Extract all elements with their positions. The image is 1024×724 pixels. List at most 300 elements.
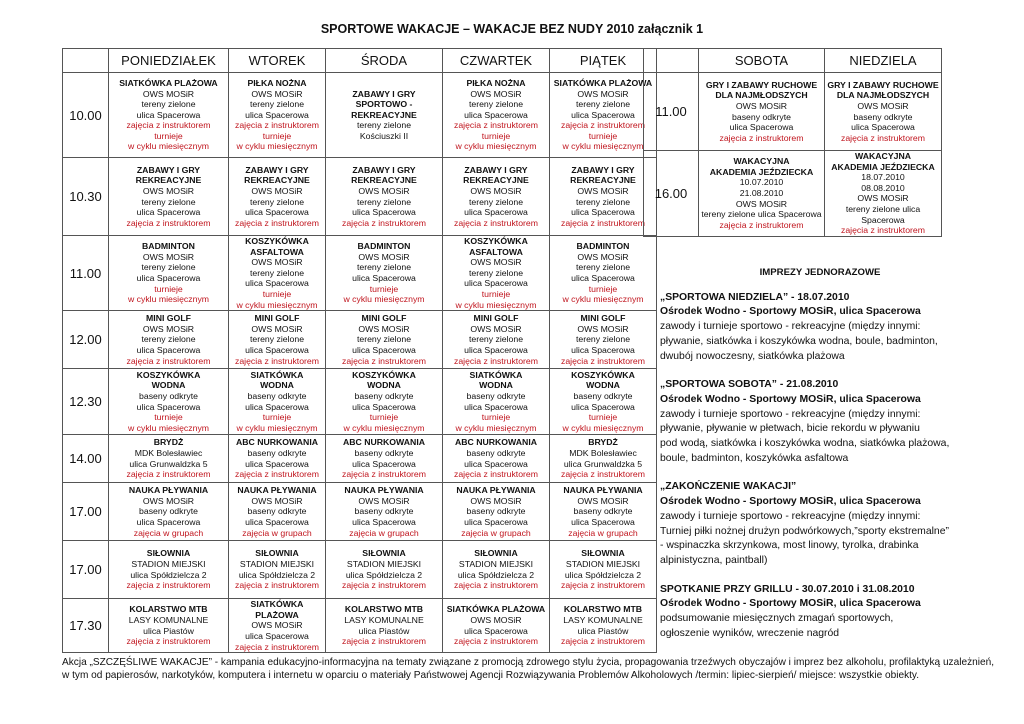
activity-cell [109, 485, 228, 538]
activity-detail: ulica Spacerowa [464, 278, 528, 289]
activity-detail: STADION MIEJSKI [131, 559, 206, 570]
activity-note: zajęcia z instruktorem [126, 469, 211, 480]
activity-cell [326, 604, 442, 646]
activity-detail: tereny zielone [141, 262, 196, 273]
activity-name: NAUKA PŁYWANIA [237, 485, 317, 496]
schedule-cell [229, 599, 326, 653]
activity-cell [109, 165, 228, 229]
activity-detail: tereny zielone [468, 196, 524, 207]
schedule-row [63, 435, 657, 483]
day-header: PIĄTEK [550, 49, 657, 73]
activity-cell [825, 151, 941, 236]
schedule-cell [229, 435, 326, 483]
activity-name: KOSZYKÓWKA [464, 236, 528, 246]
activity-name: PIŁKA NOŻNA [247, 77, 307, 88]
activity-note: zajęcia z instruktorem [719, 132, 804, 143]
schedule-cell [326, 541, 443, 599]
activity-detail: ulica Spacerowa [464, 207, 528, 218]
activity-detail: ulica Piastów [577, 625, 629, 636]
activity-cell [109, 78, 228, 152]
weekend-header-row [644, 49, 942, 73]
event-description-line: Turniej piłki nożnej drużyn podwórkowych,”sporty ekstremalne” [660, 525, 949, 537]
schedule-cell [109, 483, 229, 541]
activity-detail: baseny odkryte [247, 391, 307, 402]
activity-note: w cyklu miesięcznym [455, 141, 537, 152]
activity-name: BADMINTON [142, 241, 195, 252]
activity-detail: ulica Spacerowa [136, 207, 201, 218]
activity-name: REKREACYJNE [570, 175, 636, 186]
schedule-cell [550, 236, 657, 311]
activity-detail: ulica Spacerowa [245, 458, 309, 469]
activity-detail: OWS MOSiR [857, 100, 909, 111]
activity-detail: OWS MOSiR [470, 615, 522, 626]
schedule-cell [550, 158, 657, 236]
schedule-cell [229, 158, 326, 236]
activity-note: w cyklu miesięcznym [455, 299, 537, 310]
schedule-cell [229, 483, 326, 541]
schedule-cell [443, 73, 550, 158]
schedule-cell [443, 158, 550, 236]
event-description-line: pływanie, pływanie w płetwach, bicie rekordu w pływaniu [660, 423, 920, 435]
activity-note: zajęcia z instruktorem [234, 120, 319, 131]
activity-name: ZABAWY I GRY [464, 164, 528, 175]
schedule-cell [109, 435, 229, 483]
time-cell: 11.00 [644, 73, 699, 151]
event-place: Ośrodek Wodno - Sportowy MOSiR, ulica Spacerowa [660, 598, 921, 610]
schedule-row [63, 599, 657, 653]
activity-detail: tereny zielone [249, 267, 305, 278]
activity-detail: OWS MOSiR [142, 88, 195, 99]
activity-detail: ulica Spacerowa [464, 401, 528, 412]
activity-cell [326, 370, 442, 434]
activity-note: w cyklu miesięcznym [562, 141, 644, 152]
activity-detail: OWS MOSiR [251, 88, 303, 99]
activity-cell [229, 236, 325, 310]
day-header: NIEDZIELA [825, 49, 942, 73]
activity-detail: tereny zielone [249, 99, 305, 110]
activity-detail: ulica Spacerowa [464, 109, 528, 120]
activity-detail: OWS MOSiR [470, 185, 522, 196]
activity-note: turnieje [154, 412, 183, 423]
schedule-cell [229, 369, 326, 435]
activity-detail: OWS MOSiR [251, 495, 303, 506]
activity-name: KOSZYKÓWKA [245, 236, 309, 246]
activity-note: zajęcia z instruktorem [453, 120, 538, 131]
activity-name: MINI GOLF [580, 313, 626, 324]
time-cell: 10.00 [63, 73, 109, 158]
activity-detail: OWS MOSiR [358, 185, 410, 196]
activity-name: MINI GOLF [361, 313, 407, 324]
activity-detail: ulica Grunwaldzka 5 [129, 458, 208, 469]
activity-detail: tereny zielone [575, 334, 631, 345]
activity-cell [443, 313, 549, 366]
activity-cell [229, 370, 325, 434]
schedule-cell [229, 73, 326, 158]
activity-detail: STADION MIEJSKI [346, 559, 422, 570]
activity-detail: OWS MOSiR [358, 495, 410, 506]
activity-note: w cyklu miesięcznym [127, 141, 210, 152]
activity-detail: OWS MOSiR [251, 620, 303, 631]
activity-detail: ulica Spacerowa [352, 273, 416, 284]
schedule-cell [443, 369, 550, 435]
weekend-cell [825, 151, 942, 237]
activity-note: zajęcia z instruktorem [341, 580, 426, 591]
activity-name: WODNA [260, 380, 294, 391]
activity-detail: baseny odkryte [247, 448, 307, 459]
activity-cell [443, 485, 549, 538]
day-header: CZWARTEK [443, 49, 550, 73]
activity-note: w cyklu miesięcznym [236, 141, 318, 152]
activity-name: KOSZYKÓWKA [136, 369, 201, 380]
activity-cell [443, 548, 549, 590]
document-title: SPORTOWE WAKACJE – WAKACJE BEZ NUDY 2010 załącznik 1 [320, 22, 704, 36]
activity-detail: STADION MIEJSKI [458, 559, 534, 570]
event-block [660, 291, 980, 365]
activity-note: zajęcia z instruktorem [341, 355, 426, 366]
one-time-events [660, 266, 980, 655]
time-cell: 17.30 [63, 599, 109, 653]
schedule-cell [443, 483, 550, 541]
activity-note: zajęcia z instruktorem [234, 641, 319, 652]
activity-note: zajęcia z instruktorem [126, 355, 211, 366]
schedule-cell [229, 541, 326, 599]
event-description-line: ogłoszenie wyników, wreczenie nagród [660, 627, 840, 639]
activity-cell [229, 599, 325, 652]
activity-detail: tereny zielone [141, 196, 196, 207]
activity-cell [109, 548, 228, 590]
activity-name: AKADEMIA JEŹDZIECKA [709, 166, 814, 177]
activity-detail: tereny zielone [575, 262, 631, 273]
activity-name: SIŁOWNIA [146, 548, 191, 559]
event-place: Ośrodek Wodno - Sportowy MOSiR, ulica Spacerowa [660, 393, 921, 405]
activity-name: SIATKÓWKA PLAŻOWA [446, 604, 546, 615]
activity-detail: ulica Spacerowa [571, 273, 635, 284]
footer-line: Akcja „SZCZĘŚLIWE WAKACJE” - kampania edukacyjno-informacyjna na tematy związane z promocją zdrowego stylu życia, propagowania trzeźwych obyczajów i imprez bez alkoholu, profilaktyką uzależnień, [62, 657, 995, 668]
activity-name: REKREACYJNE [351, 175, 417, 186]
activity-detail: ulica Spacerowa [245, 516, 309, 527]
schedule-cell [229, 311, 326, 369]
activity-cell [326, 313, 442, 366]
activity-name: WODNA [367, 380, 401, 391]
schedule-cell [109, 369, 229, 435]
activity-detail: baseny odkryte [853, 111, 913, 122]
event-place: Ośrodek Wodno - Sportowy MOSiR, ulica Spacerowa [660, 306, 921, 318]
activity-detail: 10.07.2010 [739, 177, 784, 188]
activity-detail: OWS MOSiR [470, 323, 522, 334]
activity-detail: tereny zielone [575, 196, 631, 207]
schedule-cell [109, 311, 229, 369]
activity-detail: OWS MOSiR [577, 251, 629, 262]
activity-detail: ulica Spółdzielcza 2 [564, 569, 642, 580]
activity-detail: OWS MOSiR [470, 88, 522, 99]
activity-cell [443, 78, 549, 152]
activity-name: SIATKÓWKA [469, 369, 523, 380]
activity-detail: OWS MOSiR [142, 323, 195, 334]
activity-detail: OWS MOSiR [251, 257, 303, 268]
activity-name: DLA NAJMŁODSZYCH [715, 90, 808, 101]
schedule-row [63, 158, 657, 236]
event-description-line: zawody i turnieje sportowo - rekreacyjne (między innymi: [660, 321, 921, 333]
activity-detail: OWS MOSiR [358, 323, 410, 334]
activity-detail: tereny zielone ulica Spacerowa [845, 203, 921, 225]
activity-detail: ulica Spacerowa [571, 516, 635, 527]
event-description-line: dwubój nowoczesny, siatkówka plażowa [660, 350, 845, 362]
activity-name: WAKACYJNA [855, 151, 911, 161]
activity-cell [109, 604, 228, 646]
schedule-cell [550, 541, 657, 599]
activity-detail: baseny odkryte [247, 506, 307, 517]
activity-detail: STADION MIEJSKI [239, 559, 315, 570]
schedule-cell [326, 369, 443, 435]
activity-detail: ulica Spacerowa [245, 109, 309, 120]
event-title: „SPORTOWA SOBOTA” - 21.08.2010 [660, 379, 839, 391]
activity-note: turnieje [481, 130, 511, 141]
activity-name: ABC NURKOWANIA [342, 437, 426, 448]
event-block [660, 378, 980, 466]
activity-detail: tereny zielone ulica Spacerowa [701, 209, 822, 220]
activity-cell [326, 437, 442, 479]
activity-cell [326, 165, 442, 229]
schedule-row [63, 73, 657, 158]
activity-note: w cyklu miesięcznym [236, 299, 318, 310]
activity-detail: OWS MOSiR [857, 193, 909, 204]
activity-note: w cyklu miesięcznym [343, 294, 425, 305]
schedule-cell [326, 73, 443, 158]
weekday-schedule-table [62, 48, 657, 653]
activity-note: w cyklu miesięcznym [343, 422, 425, 433]
schedule-row [63, 483, 657, 541]
activity-detail: baseny odkryte [354, 448, 414, 459]
activity-detail: tereny zielone [356, 262, 412, 273]
activity-note: zajęcia w grupach [349, 527, 419, 538]
activity-detail: baseny odkryte [732, 111, 791, 122]
activity-name: ZABAWY I GRY [352, 88, 416, 99]
activity-note: zajęcia w grupach [461, 527, 531, 538]
event-block [660, 480, 980, 568]
activity-detail: ulica Spółdzielcza 2 [345, 569, 423, 580]
schedule-cell [326, 599, 443, 653]
activity-detail: ulica Spacerowa [464, 458, 528, 469]
activity-name: REKREACYJNE [244, 175, 310, 186]
activity-cell [229, 485, 325, 538]
event-description-line: zawody i turnieje sportowo - rekreacyjne (między innymi: [660, 408, 921, 420]
activity-detail: baseny odkryte [354, 391, 414, 402]
activity-name: BADMINTON [357, 241, 411, 252]
activity-cell [109, 313, 228, 366]
schedule-cell [443, 311, 550, 369]
schedule-cell [109, 236, 229, 311]
activity-note: w cyklu miesięcznym [127, 422, 210, 433]
activity-detail: ulica Spacerowa [464, 625, 528, 636]
activity-detail: ulica Spacerowa [464, 344, 528, 355]
time-cell: 10.30 [63, 158, 109, 236]
activity-detail: ulica Spacerowa [851, 122, 915, 133]
schedule-cell [550, 599, 657, 653]
activity-cell [326, 485, 442, 538]
activity-note: w cyklu miesięcznym [562, 294, 644, 305]
activity-name: NAUKA PŁYWANIA [456, 485, 536, 496]
activity-name: ASFALTOWA [469, 246, 523, 257]
activity-detail: OWS MOSiR [735, 198, 788, 209]
activity-name: ASFALTOWA [250, 246, 304, 257]
activity-note: zajęcia z instruktorem [453, 580, 538, 591]
activity-detail: OWS MOSiR [358, 251, 410, 262]
schedule-cell [443, 435, 550, 483]
activity-note: turnieje [369, 412, 399, 423]
activity-note: zajęcia z instruktorem [234, 217, 319, 228]
activity-detail: tereny zielone [141, 334, 196, 345]
activity-detail: OWS MOSiR [251, 323, 303, 334]
schedule-cell [443, 541, 550, 599]
activity-detail: ulica Spacerowa [571, 109, 635, 120]
schedule-cell [326, 435, 443, 483]
activity-name: KOLARSTWO MTB [344, 604, 424, 615]
activity-note: turnieje [588, 130, 618, 141]
time-cell: 11.00 [63, 236, 109, 311]
time-cell: 16.00 [644, 151, 699, 237]
activity-detail: ulica Spacerowa [352, 458, 416, 469]
activity-name: SIŁOWNIA [581, 548, 625, 559]
activity-cell [550, 165, 656, 229]
activity-note: zajęcia z instruktorem [453, 636, 538, 647]
activity-detail: tereny zielone [249, 334, 305, 345]
activity-note: turnieje [154, 283, 183, 294]
activity-name: REKREACYJNE [135, 175, 202, 186]
activity-note: zajęcia z instruktorem [126, 120, 211, 131]
activity-detail: ulica Spacerowa [136, 273, 201, 284]
weekend-cell [825, 73, 942, 151]
activity-detail: MDK Bolesławiec [569, 448, 637, 459]
schedule-cell [443, 599, 550, 653]
activity-detail: ulica Spacerowa [136, 344, 201, 355]
activity-name: MINI GOLF [473, 313, 519, 324]
activity-name: BADMINTON [576, 241, 630, 252]
activity-detail: 08.08.2010 [861, 182, 905, 193]
schedule-cell [326, 311, 443, 369]
activity-note: w cyklu miesięcznym [236, 422, 318, 433]
activity-note: zajęcia z instruktorem [560, 217, 645, 228]
activity-name: ABC NURKOWANIA [454, 437, 538, 448]
activity-note: turnieje [588, 412, 618, 423]
event-title: „SPORTOWA NIEDZIELA” - 18.07.2010 [660, 291, 850, 303]
activity-name: SIŁOWNIA [255, 548, 299, 559]
activity-detail: OWS MOSiR [577, 323, 629, 334]
activity-note: turnieje [262, 130, 292, 141]
activity-detail: ulica Grunwaldzka 5 [563, 458, 643, 469]
schedule-cell [109, 73, 229, 158]
activity-name: ZABAWY I GRY [136, 164, 201, 175]
activity-name: BRYDŻ [588, 437, 618, 448]
activity-detail: OWS MOSiR [251, 185, 303, 196]
activity-detail: ulica Spacerowa [352, 344, 416, 355]
activity-detail: OWS MOSiR [470, 495, 522, 506]
schedule-row [63, 311, 657, 369]
activity-name: WODNA [151, 380, 186, 391]
activity-cell [229, 165, 325, 229]
activity-name: SIATKÓWKA [250, 369, 304, 380]
schedule-cell [326, 483, 443, 541]
activity-cell [550, 78, 656, 152]
activity-note: zajęcia z instruktorem [560, 636, 645, 647]
activity-detail: baseny odkryte [573, 506, 633, 517]
schedule-cell [550, 369, 657, 435]
activity-name: REKREACYJNE [351, 109, 417, 120]
activity-name: REKREACYJNE [463, 175, 529, 186]
activity-detail: baseny odkryte [466, 391, 526, 402]
activity-cell [229, 437, 325, 479]
activity-name: ZABAWY I GRY [352, 164, 416, 175]
activity-detail: baseny odkryte [466, 448, 526, 459]
activity-detail: tereny zielone [249, 196, 305, 207]
schedule-cell [109, 599, 229, 653]
schedule-cell [109, 158, 229, 236]
activity-note: zajęcia z instruktorem [341, 636, 426, 647]
activity-note: w cyklu miesięcznym [562, 422, 644, 433]
activity-name: BRYDŻ [153, 437, 184, 448]
activity-detail: tereny zielone [575, 99, 631, 110]
day-header: SOBOTA [699, 49, 825, 73]
activity-name: SIATKÓWKA PLAŻOWA [553, 77, 653, 88]
activity-detail: tereny zielone [356, 196, 412, 207]
time-cell: 17.00 [63, 541, 109, 599]
event-title: SPOTKANIE PRZY GRILLU - 30.07.2010 i 31.08.2010 [660, 583, 915, 595]
activity-cell [326, 548, 442, 590]
weekend-schedule-table [643, 48, 942, 237]
time-cell: 14.00 [63, 435, 109, 483]
activity-name: KOSZYKÓWKA [571, 369, 635, 380]
activity-detail: STADION MIEJSKI [565, 559, 641, 570]
activity-note: turnieje [481, 412, 511, 423]
activity-name: ABC NURKOWANIA [235, 437, 319, 448]
activity-note: turnieje [588, 283, 618, 294]
activity-note: zajęcia z instruktorem [234, 580, 319, 591]
activity-name: SIŁOWNIA [474, 548, 518, 559]
activity-name: NAUKA PŁYWANIA [128, 485, 209, 496]
activity-cell [825, 80, 941, 144]
activity-cell [550, 548, 656, 590]
activity-note: zajęcia z instruktorem [234, 355, 319, 366]
activity-name: NAUKA PŁYWANIA [563, 485, 643, 496]
activity-cell [443, 236, 549, 310]
activity-detail: OWS MOSiR [577, 495, 629, 506]
activity-detail: tereny zielone [141, 99, 196, 110]
activity-cell [229, 548, 325, 590]
activity-note: turnieje [154, 130, 183, 141]
activity-detail: MDK Bolesławiec [134, 448, 203, 459]
activity-note: zajęcia w grupach [568, 527, 638, 538]
activity-detail: 21.08.2010 [739, 188, 784, 199]
activity-name: GRY I ZABAWY RUCHOWE [827, 79, 939, 90]
activity-detail: OWS MOSiR [470, 257, 522, 268]
activity-cell [550, 241, 656, 305]
footer-line: w tym od papierosów, narkotyków, komputera i internetu w oparciu o materiały Państwowej Agencji Rozwiązywania Problemów Alkoholowych /termin: lipiec-sierpień/ miejsce: wszystkie obiekty. [62, 670, 920, 682]
activity-detail: tereny zielone [356, 120, 412, 131]
schedule-cell [109, 541, 229, 599]
activity-note: turnieje [262, 288, 292, 299]
activity-detail: ulica Spacerowa [571, 344, 635, 355]
activity-detail: ulica Spacerowa [245, 344, 309, 355]
activity-name: WAKACYJNA [733, 156, 790, 167]
activity-name: MINI GOLF [146, 313, 191, 324]
activity-detail: ulica Spółdzielcza 2 [457, 569, 535, 580]
activity-name: KOLARSTWO MTB [129, 604, 208, 615]
schedule-row [63, 369, 657, 435]
activity-note: w cyklu miesięcznym [127, 294, 210, 305]
day-header: ŚRODA [326, 49, 443, 73]
time-cell: 12.00 [63, 311, 109, 369]
time-cell: 17.00 [63, 483, 109, 541]
activity-cell [550, 485, 656, 538]
